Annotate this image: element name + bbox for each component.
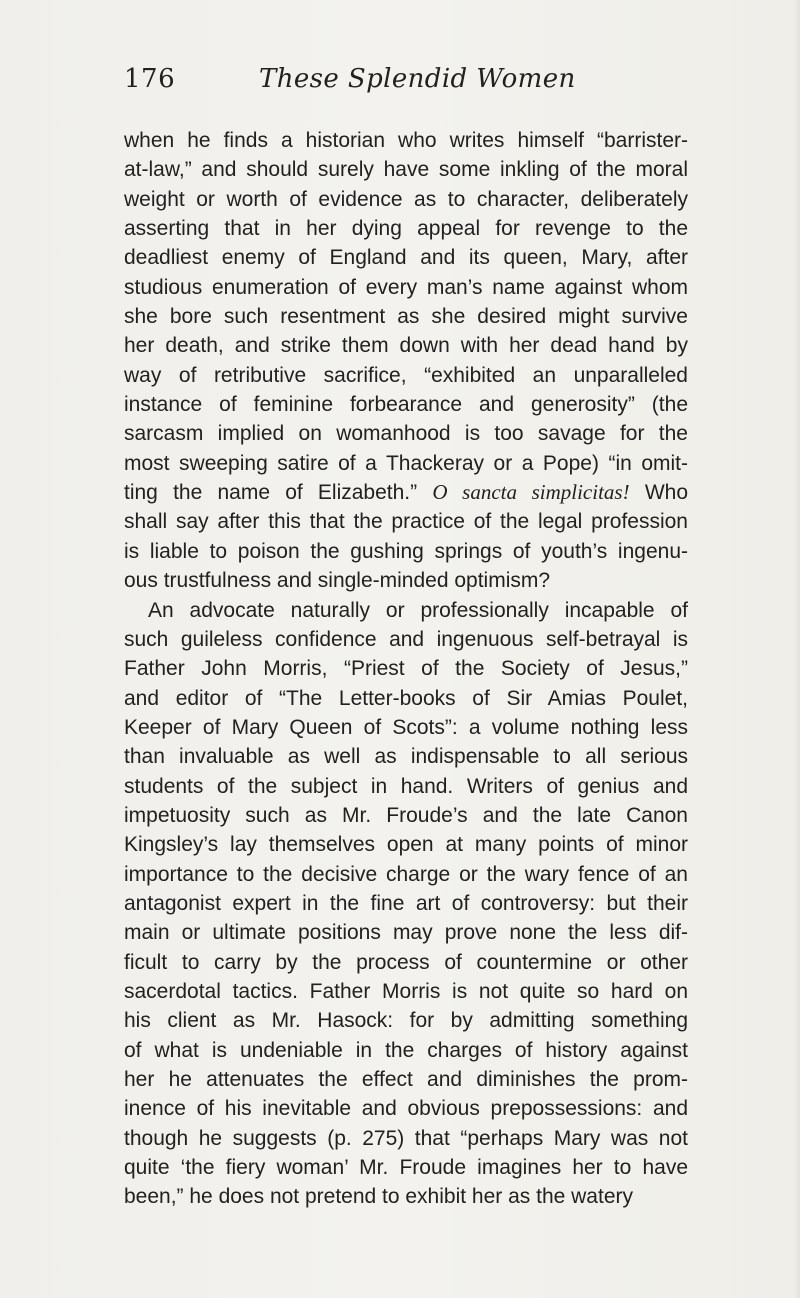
text-line-with-latin-phrase [124, 478, 688, 507]
text-line: main or ultimate positions may prove none the less dif- [124, 921, 688, 945]
body-text [124, 126, 688, 1212]
text-line: her death, and strike them down with her dead hand by [124, 334, 688, 358]
text-line: her he attenuates the effect and diminishes the prom- [124, 1068, 688, 1091]
text-line: deadliest enemy of England and its queen, Mary, after [124, 246, 688, 270]
text-line: of what is undeniable in the charges of history against [124, 1038, 688, 1062]
latin-phrase: O sancta simplicitas! [432, 480, 630, 505]
text-line: antagonist expert in the fine art of controversy: but their [124, 891, 688, 915]
text-line: inence of his inevitable and obvious prepossessions: and [124, 1097, 688, 1121]
text-line: shall say after this that the practice of the legal profession [124, 510, 688, 534]
paragraph-end-line: ous trustfulness and single-minded optimism? [124, 569, 551, 593]
book-title: These Splendid Women [259, 64, 576, 94]
text-line: sacerdotal tactics. Father Morris is not quite so hard on [124, 979, 688, 1003]
text-line: ficult to carry by the process of countermine or other [124, 950, 688, 974]
text-line: is liable to poison the gushing springs of youth’s ingenu- [124, 539, 688, 563]
text-line: at-law,” and should surely have some inkling of the moral [124, 158, 688, 182]
text-line: Kingsley’s lay themselves open at many points of minor [124, 833, 688, 857]
text-line: when he finds a historian who writes himself “barrister- [124, 129, 688, 152]
text-line: weight or worth of evidence as to character, deliberately [124, 187, 688, 211]
text-line: instance of feminine forbearance and generosity” (the [124, 393, 688, 417]
text-line: she bore such resentment as she desired might survive [124, 305, 688, 329]
running-head [124, 58, 684, 100]
text-line: importance to the decisive charge or the wary fence of an [124, 862, 688, 886]
page-number: 176 [124, 64, 176, 94]
text-line: impetuosity such as Mr. Froude’s and the late Canon [124, 803, 688, 827]
text-line: though he suggests (p. 275) that “perhaps Mary was not [124, 1126, 688, 1150]
text-line: and editor of “The Letter-books of Sir Amias Poulet, [124, 686, 688, 710]
paragraph-start-line: An advocate naturally or professionally incapable of [148, 598, 688, 622]
text-line: such guileless confidence and ingenuous self-betrayal is [124, 627, 688, 651]
text-line: studious enumeration of every man’s name against whom [124, 275, 688, 299]
text-line: quite ‘the fiery woman’ Mr. Froude imagines her to have [124, 1156, 688, 1180]
text-line: Keeper of Mary Queen of Scots”: a volume nothing less [124, 715, 688, 739]
text-line: students of the subject in hand. Writers of genius and [124, 774, 688, 798]
text-line: been,” he does not pretend to exhibit her as the watery [124, 1185, 633, 1209]
text-line: most sweeping satire of a Thackeray or a Pope) “in omit- [124, 451, 688, 475]
text-line: sarcasm implied on womanhood is too savage for the [124, 422, 688, 446]
text-line: asserting that in her dying appeal for revenge to the [124, 217, 688, 241]
page-edge-shadow [794, 0, 800, 1298]
text-line: than invaluable as well as indispensable to all serious [124, 745, 688, 769]
text-line: way of retributive sacrifice, “exhibited an unparalleled [124, 363, 688, 387]
text-fragment: Who [644, 481, 688, 505]
text-fragment: ting the name of Elizabeth.” [124, 481, 418, 505]
text-line: his client as Mr. Hasock: for by admitting something [124, 1009, 688, 1033]
text-line: Father John Morris, “Priest of the Society of Jesus,” [124, 657, 688, 681]
